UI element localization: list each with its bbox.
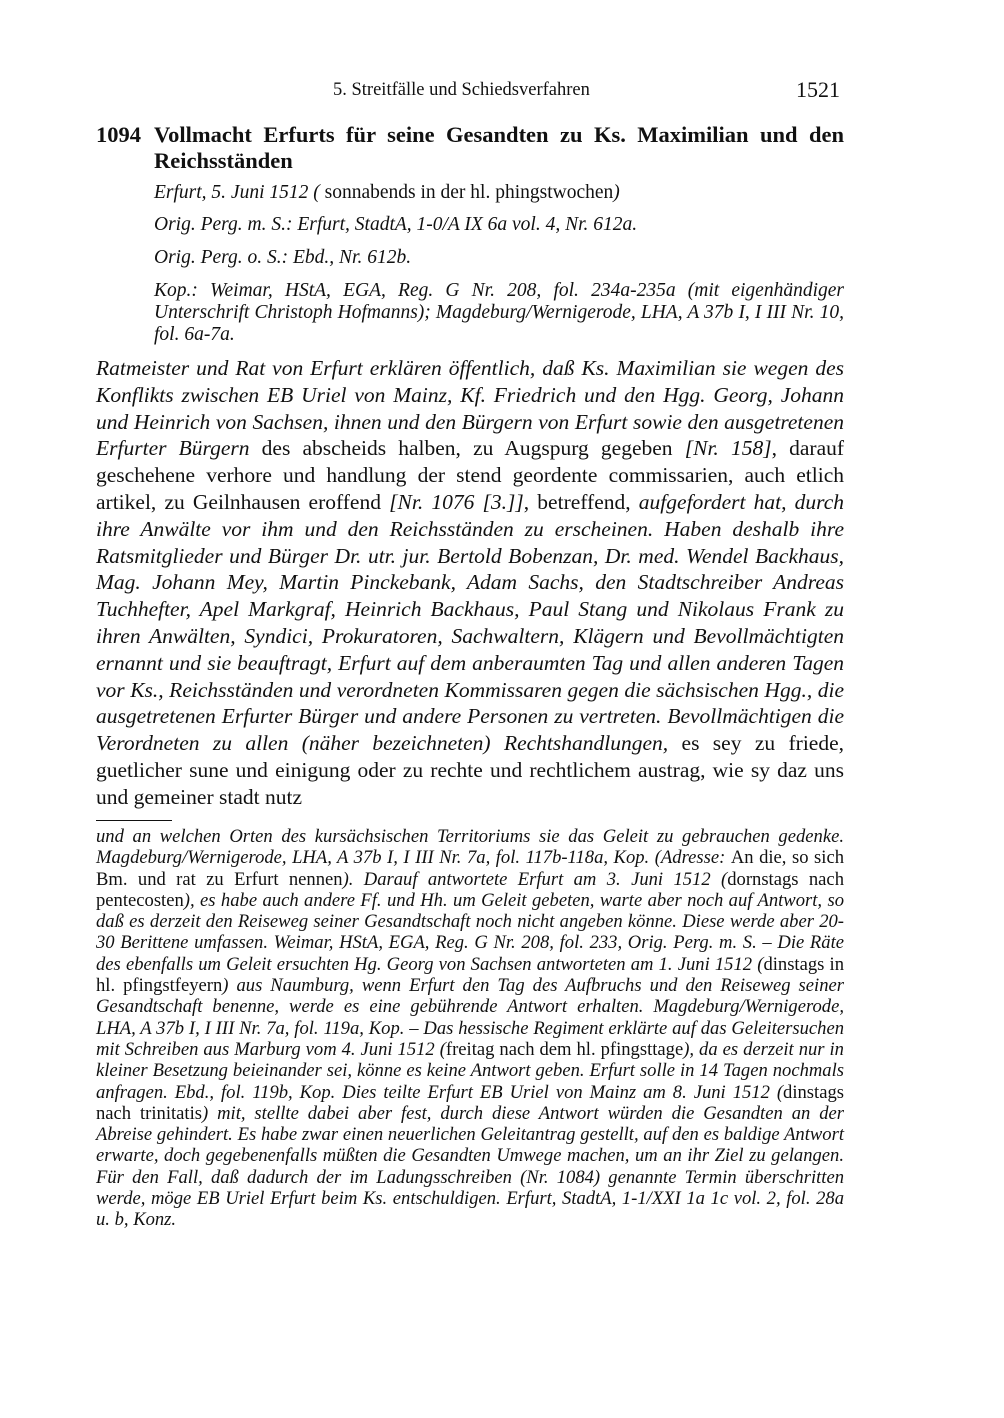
footnote-text <box>96 826 844 1231</box>
fn-quote-3: dinstags in hl. pfingstfeyern <box>96 953 845 997</box>
source-original-sealed: Orig. Perg. m. S.: Erfurt, StadtA, 1-0/A IX 6a vol. 4, Nr. 612a. <box>154 214 638 235</box>
entry-number: 1094 <box>96 122 141 147</box>
running-header-title: 5. Streitfälle und Schiedsverfahren <box>333 80 590 100</box>
fn-part-2: ). Darauf antwortete Erfurt am 3. Juni 1512 ( <box>342 868 728 890</box>
regest-body <box>96 355 844 811</box>
body-summary-1: Ratmeister und Rat von Erfurt erklären öffentlich, daß Ks. Maximilian sie wegen des Konflikts zwischen EB Uriel von Mainz, Kf. Friedrich und den Hgg. Georg, Johann und Heinrich von Sachsen, ihnen und den Bürgern von Erfurt sowie den ausgetretenen Erfurter Bürgern <box>96 356 844 461</box>
entry-title: Vollmacht Erfurts für seine Gesandten zu Ks. Maximilian und den Reichsständen <box>154 122 844 173</box>
fn-part-3: ), es habe auch andere Ff. und Hh. um Geleit gebeten, warte aber noch auf Antwort, so daß es derzeit den Reiseweg seiner Gesandtschaft noch nicht angeben könne. Diese werde aber 20-30 Berittene umfassen. Weimar, HStA, EGA, Reg. G Nr. 208, fol. 233, Orig. Perg. m. S. – Die Räte des ebenfalls um Geleit ersuchten Hg. Georg von Sachsen antworteten am 1. Juni 1512 ( <box>96 889 844 975</box>
body-quote-3: , betreffend, <box>523 489 631 514</box>
page-number: 1521 <box>796 77 840 102</box>
fn-quote-4: freitag nach dem hl. pfingsttage <box>445 1038 684 1060</box>
footnote-rule <box>96 820 172 821</box>
fn-part-1: und an welchen Orten des kursächsischen Territoriums sie das Geleit zu gebrauchen gedenke. Magdeburg/Wernigerode, LHA, A 37b I, I III Nr. 7a, fol. 117b-118a, Kop. (Adresse: <box>96 826 844 869</box>
entry-date-prefix: Erfurt, 5. Juni 1512 ( <box>154 182 320 203</box>
source-copies: Kop.: Weimar, HStA, EGA, Reg. G Nr. 208, fol. 234a-235a (mit eigenhändiger Unterschrift Christoph Hofmanns); Magdeburg/Wernigerode, LHA, A 37b I, I III Nr. 10, fol. 6a-7a. <box>154 280 844 345</box>
body-quote-2: , darauf geschehene verhore und handlung der stend geordente commissarien, auch etlich artikel, zu Geilnhausen eroffend <box>96 436 845 514</box>
body-summary-2: aufgefordert hat, durch ihre Anwälte vor ihm und den Reichsständen zu erscheinen. Haben deshalb ihre Ratsmitglieder und Bürger Dr. utr. jur. Bertold Bobenzan, Dr. med. Wendel Backhaus, Mag. Johann Mey, Martin Pinckebank, Adam Sachs, den Stadtschreiber Andreas Tuchhefter, Apel Markgraf, Heinrich Backhaus, Paul Stang und Nikolaus Frank zu ihren Anwälten, Syndici, Prokuratoren, Sachwaltern, Klägern und Bevollmächtigten ernannt und sie beauftragt, Erfurt auf dem anberaumten Tag und allen anderen Tagen vor Ks., Reichsständen und verordneten Kommissaren gegen die sächsischen Hgg., die ausgetretenen Erfurter Bürger und andere Personen zu vertreten. Bevollmächtigen die Verordneten zu allen (näher bezeichneten) Rechtshandlungen, <box>96 489 845 756</box>
body-quote-4: es sey zu friede, guetlicher sune und einigung oder zu rechte und rechtlichem austrag, wie sy daz uns und gemeiner stadt nutz <box>96 731 845 809</box>
fn-part-5: ), da es derzeit nur in kleiner Besetzung beieinander sei, könne es keine Antwort geben. Erfurt solle in 14 Tagen nochmals anfragen. Ebd., fol. 119b, Kop. Dies teilte Erfurt EB Uriel von Mainz am 8. Juni 1512 ( <box>96 1038 844 1103</box>
body-quote-1: des abscheids halben, zu Augspurg gegeben <box>261 436 673 461</box>
body-ref-2: [Nr. 1076 [3.]] <box>389 489 524 514</box>
source-original-unsealed: Orig. Perg. o. S.: Ebd., Nr. 612b. <box>154 247 412 268</box>
fn-quote-2: dornstags nach pentecosten <box>96 868 844 911</box>
body-ref-1: [Nr. 158] <box>684 436 772 461</box>
fn-part-4: ) aus Naumburg, wenn Erfurt den Tag des Aufbruchs und den Reiseweg seiner Gesandtschaft benenne, werde es eine gebührende Antwort erhalten. Magdeburg/Wernigerode, LHA, A 37b I, I III Nr. 7a, fol. 119a, Kop. – Das hessische Regiment erklärte auf das Geleitersuchen mit Schreiben aus Marburg vom 4. Juni 1512 ( <box>96 975 844 1060</box>
fn-part-6: ) mit, stellte dabei aber fest, durch diese Antwort würden die Gesandten an der Abreise gehindert. Es habe zwar einen neuerlichen Geleitantrag gestellt, auf den es baldige Antwort erwarte, doch gegebenenfalls müßten die Gesandten Umwege machen, um an ihr Ziel zu gelangen. Für den Fall, daß dadurch der im Ladungsschreiben (Nr. 1084) genannte Termin überschritten werde, möge EB Uriel Erfurt beim Ks. entschuldigen. Erfurt, StadtA, 1-1/XXI 1a 1c vol. 2, fol. 28a u. b, Konz. <box>96 1102 844 1231</box>
entry-date-suffix: ) <box>613 182 620 203</box>
entry-date-day: sonnabends in der hl. phingstwochen <box>324 182 614 203</box>
fn-quote-5: dinstags nach trinitatis <box>96 1081 844 1124</box>
entry-date-line <box>154 182 844 204</box>
fn-quote-1: An die, so sich Bm. und rat zu Erfurt nennen <box>96 847 844 890</box>
